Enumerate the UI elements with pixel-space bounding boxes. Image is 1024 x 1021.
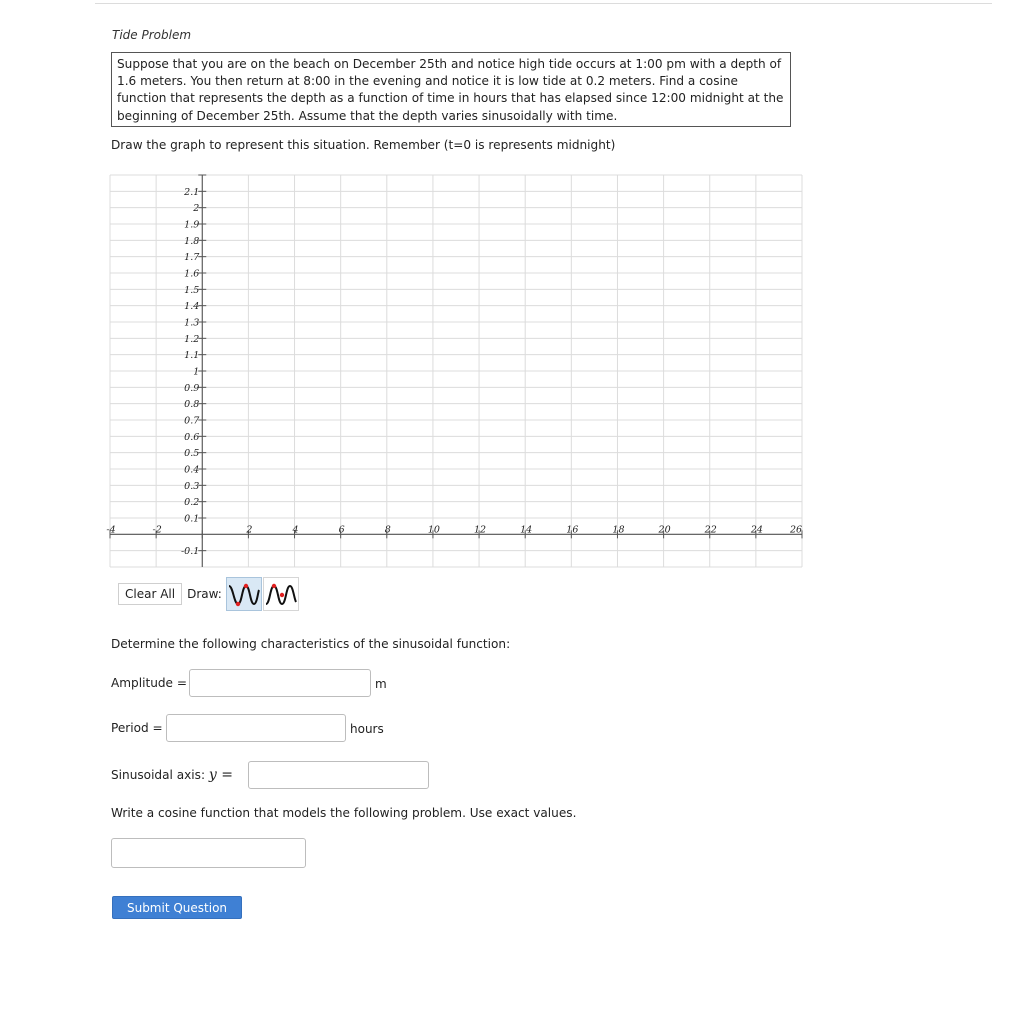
x-tick-label: 6 bbox=[338, 524, 345, 536]
draw-label: Draw: bbox=[187, 587, 222, 601]
x-tick-label: -2 bbox=[152, 524, 162, 536]
y-tick-label: 1.4 bbox=[184, 301, 200, 313]
y-tick-label: 1.7 bbox=[184, 252, 200, 264]
period-input[interactable] bbox=[166, 714, 346, 742]
x-tick-label: 14 bbox=[520, 524, 533, 536]
graph-canvas[interactable] bbox=[106, 175, 803, 567]
x-tick-label: 18 bbox=[612, 524, 625, 536]
y-tick-label: 1.2 bbox=[184, 333, 200, 345]
cosine-function-input[interactable] bbox=[111, 838, 306, 868]
characteristics-intro: Determine the following characteristics of the sinusoidal function: bbox=[111, 637, 511, 651]
x-tick-label: 12 bbox=[474, 524, 487, 536]
graph-instruction: Draw the graph to represent this situation. Remember (t=0 is represents midnight) bbox=[111, 138, 616, 152]
y-tick-label: 1.9 bbox=[184, 219, 200, 231]
cosine-function-prompt: Write a cosine function that models the following problem. Use exact values. bbox=[111, 806, 577, 820]
y-tick-label: 0.3 bbox=[184, 480, 200, 492]
sine-wave-tool-button[interactable] bbox=[226, 577, 262, 611]
sine-wave-tool-icon bbox=[227, 578, 261, 610]
y-tick-label: 0.8 bbox=[184, 399, 200, 411]
sinusoidal-axis-text: Sinusoidal axis: bbox=[111, 768, 209, 782]
y-tick-label: 2.1 bbox=[184, 186, 200, 198]
problem-title: Tide Problem bbox=[112, 28, 192, 42]
y-tick-label: 0.5 bbox=[184, 448, 200, 460]
y-tick-label: 0.4 bbox=[184, 464, 200, 476]
amplitude-unit: m bbox=[375, 677, 387, 691]
x-tick-label: -4 bbox=[106, 524, 116, 536]
x-tick-label: 20 bbox=[658, 524, 671, 536]
period-label: Period = bbox=[111, 721, 163, 735]
x-tick-label: 8 bbox=[384, 524, 391, 536]
graph-controls bbox=[118, 577, 299, 611]
y-tick-label: 1.1 bbox=[184, 350, 200, 362]
axis-variable: y = bbox=[208, 767, 233, 783]
x-tick-label: 22 bbox=[704, 524, 717, 536]
x-tick-label: 2 bbox=[246, 524, 253, 536]
y-tick-label: 0.7 bbox=[184, 415, 200, 427]
top-divider bbox=[95, 3, 992, 4]
y-tick-label: 1.8 bbox=[184, 235, 200, 247]
x-tick-label: 24 bbox=[750, 524, 763, 536]
y-tick-label: -0.1 bbox=[180, 546, 200, 558]
y-tick-label: 2 bbox=[193, 203, 200, 215]
clear-all-button[interactable]: Clear All bbox=[118, 583, 182, 605]
y-tick-label: 0.1 bbox=[184, 513, 200, 525]
x-tick-label: 16 bbox=[566, 524, 579, 536]
y-tick-label: 1.3 bbox=[184, 317, 200, 329]
cosine-wave-tool-button[interactable] bbox=[263, 577, 299, 611]
x-tick-label: 4 bbox=[292, 524, 299, 536]
y-tick-label: 1.6 bbox=[184, 268, 200, 280]
sinusoidal-axis-label bbox=[111, 767, 233, 783]
y-tick-label: 1 bbox=[193, 366, 200, 378]
x-tick-label: 10 bbox=[427, 524, 440, 536]
y-tick-label: 0.9 bbox=[184, 382, 200, 394]
cosine-wave-tool-icon bbox=[264, 578, 298, 610]
amplitude-input[interactable] bbox=[189, 669, 371, 697]
submit-question-button[interactable]: Submit Question bbox=[112, 896, 242, 919]
sinusoidal-axis-input[interactable] bbox=[248, 761, 429, 789]
y-tick-label: 0.6 bbox=[184, 431, 200, 443]
y-tick-label: 0.2 bbox=[184, 497, 200, 509]
x-tick-label: 26 bbox=[789, 524, 803, 536]
y-tick-label: 1.5 bbox=[184, 284, 200, 296]
period-unit: hours bbox=[350, 722, 384, 736]
amplitude-label: Amplitude = bbox=[111, 676, 187, 690]
problem-statement: Suppose that you are on the beach on December 25th and notice high tide occurs at 1:00 pm with a depth of 1.6 meters. You then return at 8:00 in the evening and notice it is low tide at 0.2 meters. Find a cosine function that represents the depth as a function of time in hours that has elapsed since 12:00 midnight at the beginning of December 25th. Assume that the depth varies sinusoidally with time. bbox=[111, 52, 791, 127]
